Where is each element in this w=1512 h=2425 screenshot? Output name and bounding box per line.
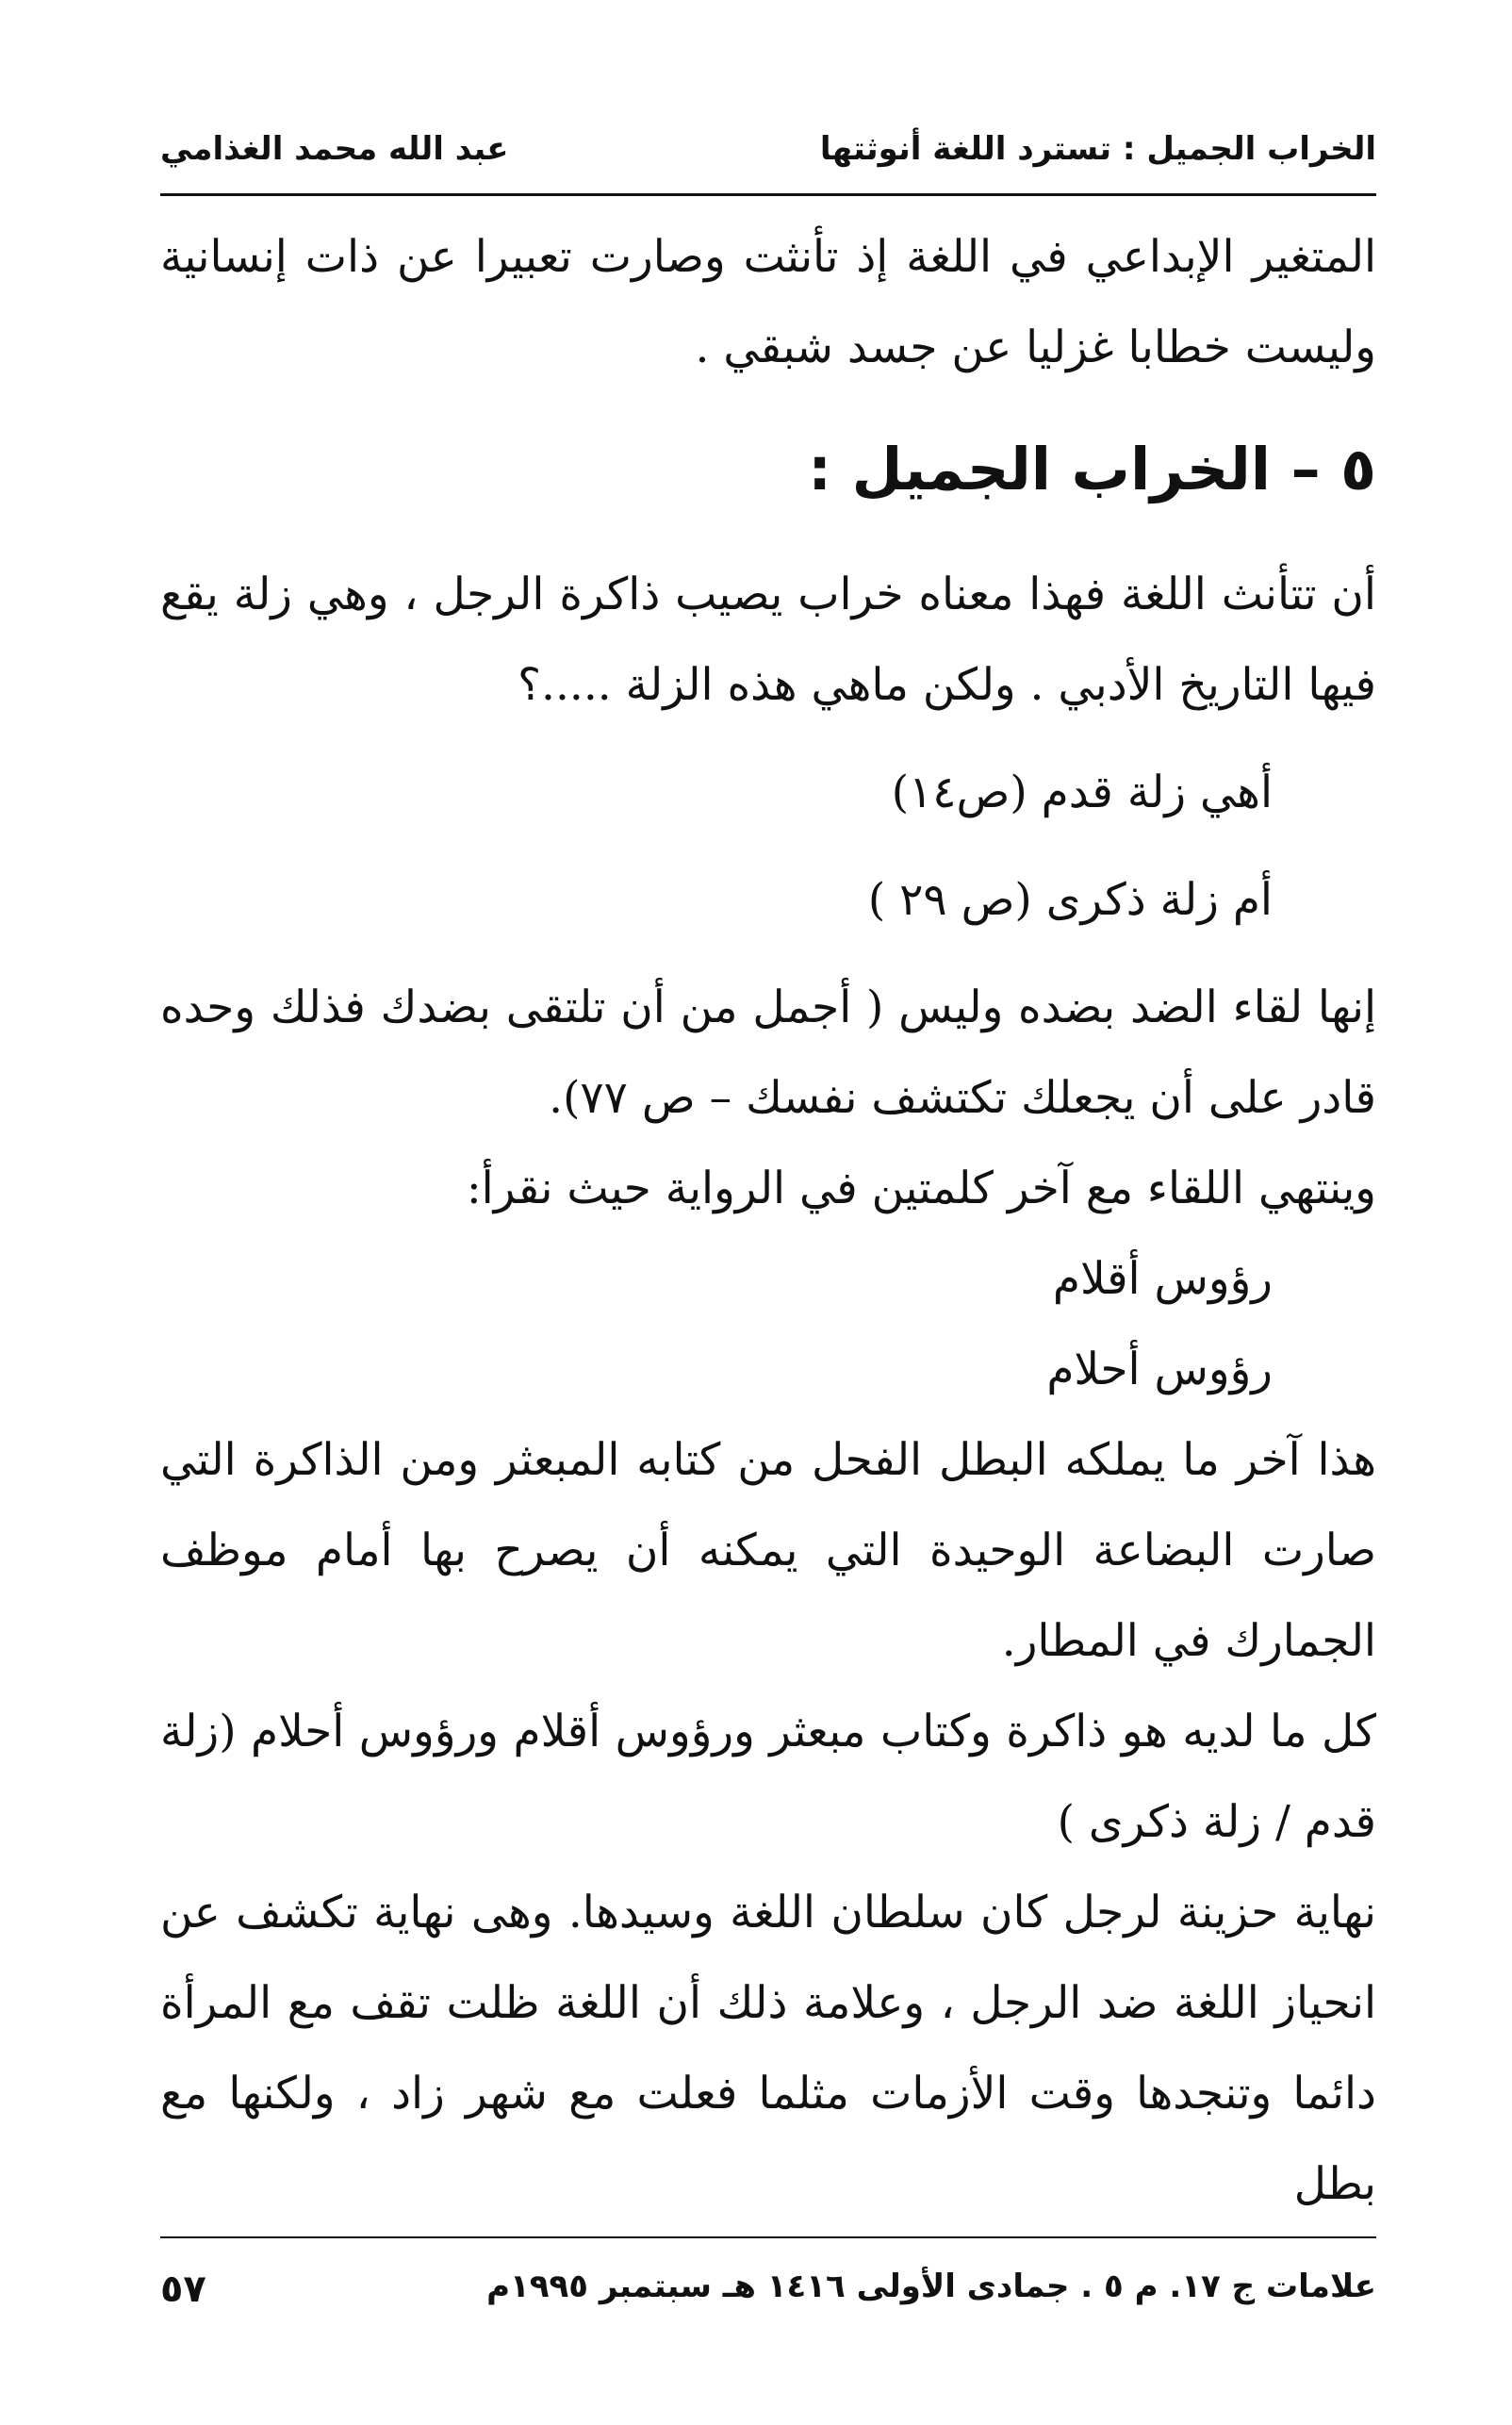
page-body xyxy=(160,212,1376,2230)
author-name: عبد الله محمد الغذامي xyxy=(160,130,509,168)
paragraph-6: كل ما لديه هو ذاكرة وكتاب مبعثر ورؤوس أقلام ورؤوس أحلام (زلة قدم / زلة ذكرى ) xyxy=(160,1706,1376,1848)
paragraph-7: نهاية حزينة لرجل كان سلطان اللغة وسيدها. وهى نهاية تكشف عن انحياز اللغة ضد الرجل ، وعلامة ذلك أن اللغة ظلت تقف مع المرأة دائما وتنجدها وقت الأزمات مثلما فعلت مع شهر زاد ، ولكنها مع بطل xyxy=(160,1887,1376,2210)
paragraph-2: أن تتأنث اللغة فهذا معناه خراب يصيب ذاكرة الرجل ، وهي زلة يقع فيها التاريخ الأدبي . ولكن ماهي هذه الزلة .....؟ xyxy=(160,569,1376,711)
page-number: ٥٧ xyxy=(160,2268,206,2311)
paragraph-5: هذا آخر ما يملكه البطل الفحل من كتابه المبعثر ومن الذاكرة التي صارت البضاعة الوحيدة التي يمكنه أن يصرح بها أمام موظف الجمارك في المطار. xyxy=(160,1434,1376,1667)
paragraph-4: وينتهي اللقاء مع آخر كلمتين في الرواية حيث نقرأ: xyxy=(466,1163,1376,1214)
running-header xyxy=(160,123,1376,189)
paragraph-3: إنها لقاء الضد بضده وليس ( أجمل من أن تلتقى بضدك فذلك وحده قادر على أن يجعلك تكتشف نفسك – ص ٧٧). xyxy=(160,982,1376,1124)
quote-line-2: أم زلة ذكرى (ص ٢٩ ) xyxy=(867,874,1273,926)
chapter-title: الخراب الجميل : تسترد اللغة أنوثتها xyxy=(819,130,1376,168)
verse-line-1: رؤوس أقلام xyxy=(1052,1253,1273,1305)
page-footer xyxy=(160,2249,1376,2324)
footer-rule xyxy=(160,2236,1376,2238)
paragraph-1: المتغير الإبداعي في اللغة إذ تأنثت وصارت تعبيرا عن ذات إنسانية وليست خطابا غزليا عن جسد شبقي . xyxy=(160,231,1376,373)
quote-line-1: أهي زلة قدم (ص١٤) xyxy=(891,767,1273,818)
journal-citation: علامات ج ١٧. م ٥ . جمادى الأولى ١٤١٦ هـ سبتمبر ١٩٩٥م xyxy=(486,2268,1376,2305)
header-rule xyxy=(160,193,1376,196)
verse-line-2: رؤوس أحلام xyxy=(1046,1344,1273,1395)
section-title: ٥ – الخراب الجميل : xyxy=(808,435,1376,503)
